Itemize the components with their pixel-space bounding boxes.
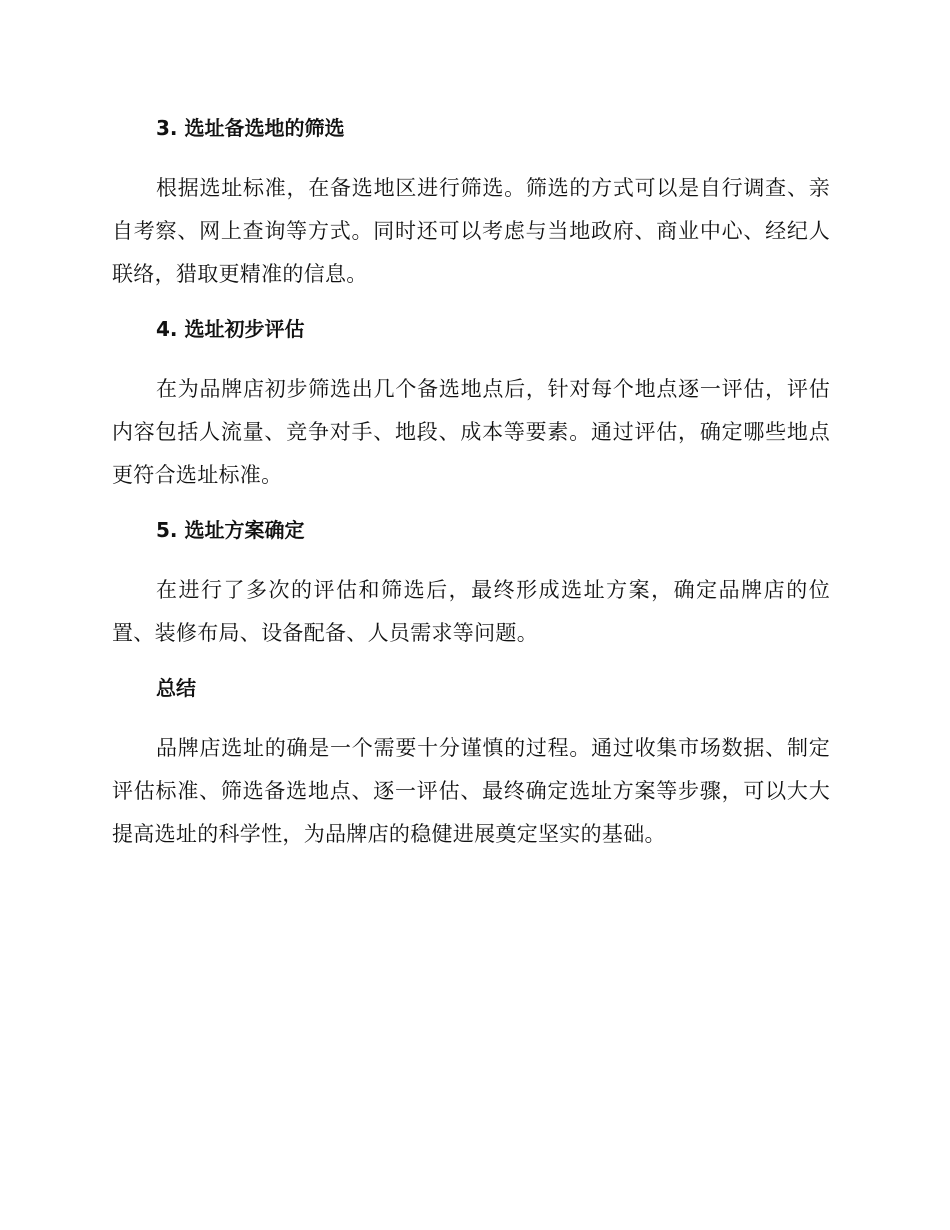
section-paragraph-5: 在进行了多次的评估和筛选后，最终形成选址方案，确定品牌店的位置、装修布局、设备配备、人员需求等问题。 — [112, 578, 830, 645]
section-heading-3: 3. 选址备选地的筛选 — [156, 116, 345, 140]
document-body — [112, 112, 830, 856]
summary-heading: 总结 — [156, 676, 196, 700]
summary-paragraph: 品牌店选址的确是一个需要十分谨慎的过程。通过收集市场数据、制定评估标准、筛选备选地点、逐一评估、最终确定选址方案等步骤，可以大大提高选址的科学性，为品牌店的稳健进展奠定坚实的基础。 — [112, 736, 830, 846]
section-heading-5: 5. 选址方案确定 — [156, 518, 305, 542]
section-heading-4: 4. 选址初步评估 — [156, 317, 305, 341]
section-paragraph-4: 在为品牌店初步筛选出几个备选地点后，针对每个地点逐一评估，评估内容包括人流量、竞争对手、地段、成本等要素。通过评估，确定哪些地点更符合选址标准。 — [112, 377, 830, 487]
section-paragraph-3: 根据选址标准，在备选地区进行筛选。筛选的方式可以是自行调查、亲自考察、网上查询等方式。同时还可以考虑与当地政府、商业中心、经纪人联络，猎取更精准的信息。 — [112, 176, 830, 286]
